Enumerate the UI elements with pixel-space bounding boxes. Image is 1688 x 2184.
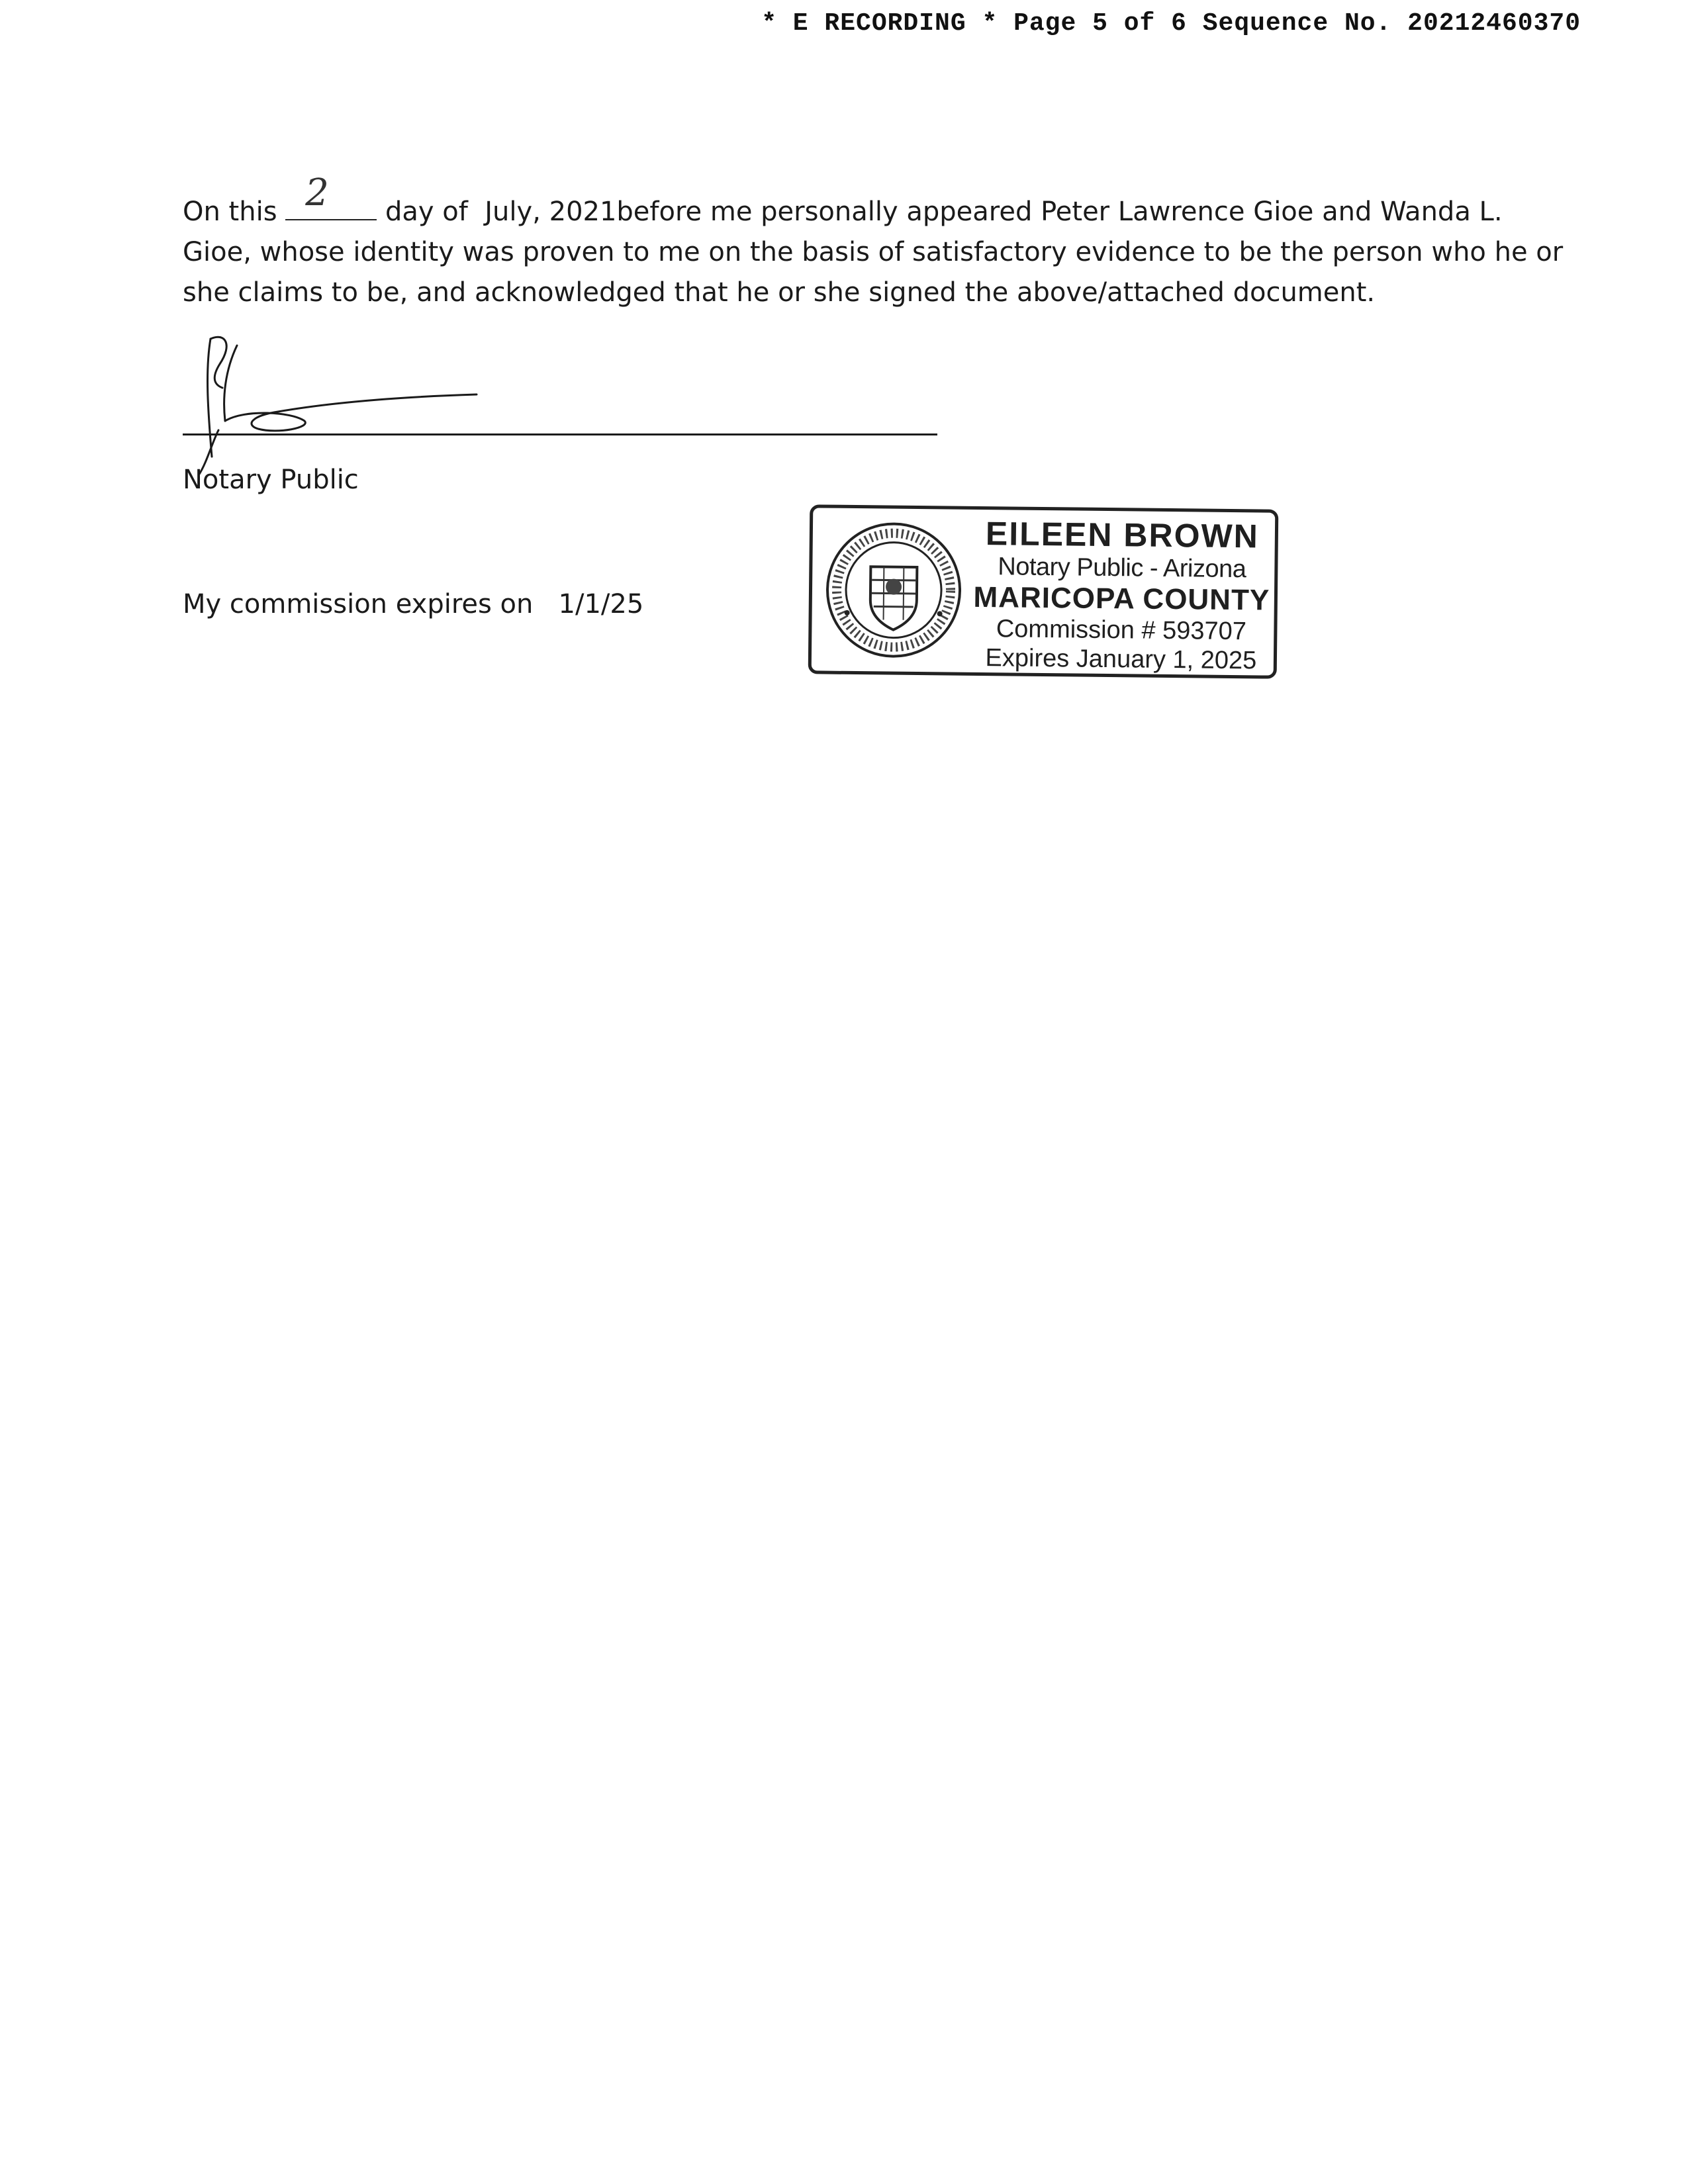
commission-number: Commission # 593707 [996,615,1247,646]
acknowledgment-line-1 [183,171,1507,232]
notary-public-label: Notary Public [183,465,359,495]
acknowledgment-line-1-prefix: On this [183,197,286,227]
signature-line [183,433,937,435]
commission-expiration: My commission expires on 1/1/25 [183,589,644,619]
stamp-expiration: Expires January 1, 2025 [985,644,1257,675]
notary-signature [179,331,523,477]
acknowledgment-line-3: she claims to be, and acknowledged that he or she signed the above/attached document. [183,277,1376,308]
acknowledgment-line-2: Gioe, whose identity was proven to me on the basis of satisfactory evidence to be the person who he or [183,237,1564,267]
day-blank [285,171,377,220]
acknowledgment-paragraph [183,171,1564,313]
notary-name: EILEEN BROWN [985,515,1260,555]
recording-header: * E RECORDING * Page 5 of 6 Sequence No. 20212460370 [761,9,1581,38]
notary-county: MARICOPA COUNTY [973,580,1270,617]
handwritten-day: 2 [305,171,329,214]
acknowledgment-line-1-suffix: day of July, 2021before me personally appeared Peter Lawrence Gioe and Wanda L. [377,197,1503,227]
arizona-state-seal-icon [823,520,964,660]
stamp-text-block [970,515,1273,676]
notary-title: Notary Public - Arizona [998,553,1246,584]
notary-stamp [808,504,1279,678]
